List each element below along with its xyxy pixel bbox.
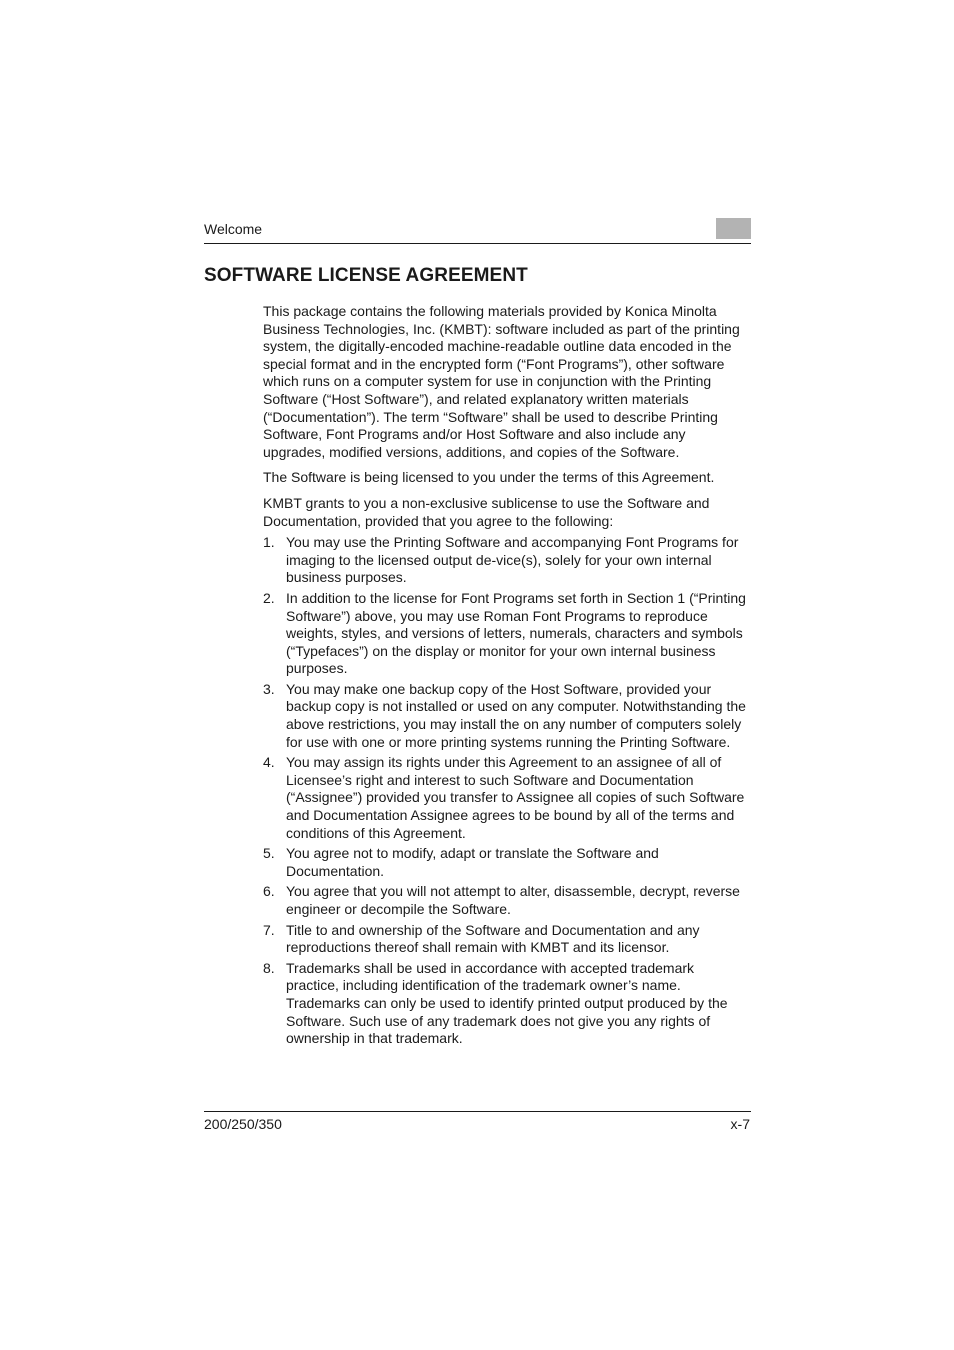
page-header (204, 218, 751, 244)
list-item-text: You agree that you will not attempt to alter, disassemble, decrypt, reverse engineer or decompile the Software. (286, 883, 740, 917)
list-item (263, 590, 750, 678)
list-item-number: 7. (263, 921, 275, 938)
list-item-text: In addition to the license for Font Programs set forth in Section 1 (“Printing Software”) above, you may use Roman Font Programs to reproduce weights, styles, and versions of letters, numerals, characters and symbols (“Typefaces”) on the display or monitor for your own internal business purposes. (286, 589, 746, 677)
footer-model-number: 200/250/350 (204, 1116, 282, 1132)
header-section-title: Welcome (204, 221, 263, 237)
list-item (263, 754, 750, 842)
list-item-number: 8. (263, 959, 275, 976)
list-item-number: 6. (263, 883, 275, 900)
list-item-number: 2. (263, 589, 275, 606)
list-item-text: You may make one backup copy of the Host Software, provided your backup copy is not installed or used on any computer. Notwithstanding the above restrictions, you may install the on any number of computers solely for use with one or more printing systems running the Printing Software. (286, 680, 746, 750)
list-item-number: 4. (263, 754, 275, 771)
list-item (263, 883, 750, 918)
list-item-text: Title to and ownership of the Software and Documentation and any reproductions thereof shall remain with KMBT and its licensor. (286, 921, 700, 956)
list-item-number: 5. (263, 845, 275, 862)
license-paragraph: The Software is being licensed to you under the terms of this Agreement. (263, 469, 715, 486)
list-item (263, 681, 750, 751)
chapter-tab-marker (716, 218, 751, 239)
intro-paragraph: This package contains the following materials provided by Konica Minolta Business Technologies, Inc. (KMBT): software included as part of the printing system, the digitally-encoded machine-readable outline data encoded in the special format and in the encrypted form (“Font Programs”), other software which runs on a computer system for use in conjunction with the Printing Software (“Host Software”), and related explanatory written materials (“Documentation”). The term “Software” shall be used to describe Printing Software, Font Programs and/or Host Software and also include any upgrades, modified versions, additions, and copies of the Software. (263, 303, 740, 460)
page-title: SOFTWARE LICENSE AGREEMENT (204, 265, 528, 286)
list-item-text: You agree not to modify, adapt or translate the Software and Documentation. (286, 845, 659, 879)
main-content (263, 303, 750, 1051)
list-item (263, 922, 750, 957)
footer-page-number: x-7 (730, 1116, 750, 1132)
terms-list (263, 534, 750, 1048)
list-item-number: 3. (263, 680, 275, 697)
list-item (263, 960, 750, 1048)
grant-paragraph: KMBT grants to you a non-exclusive sublicense to use the Software and Documentation, provided that you agree to the following: (263, 494, 710, 529)
list-item-number: 1. (263, 534, 275, 551)
list-item-text: You may assign its rights under this Agreement to an assignee of all of Licensee’s right and interest to such Software and Documentation (“Assignee”) provided you transfer to Assignee all copies of such Software and Documentation Assignee agrees to be bound by all of the terms and conditions of this Agreement. (286, 754, 745, 841)
list-item (263, 845, 750, 880)
page-footer (204, 1111, 751, 1134)
list-item-text: Trademarks shall be used in accordance with accepted trademark practice, including identification of the trademark owner’s name. Trademarks can only be used to identify printed output produced by the Software. Such use of any trademark does not give you any rights of ownership in that trademark. (286, 959, 728, 1047)
list-item (263, 534, 750, 587)
list-item-text: You may use the Printing Software and accompanying Font Programs for imaging to the licensed output de-vice(s), solely for your own internal business purposes. (286, 534, 739, 586)
